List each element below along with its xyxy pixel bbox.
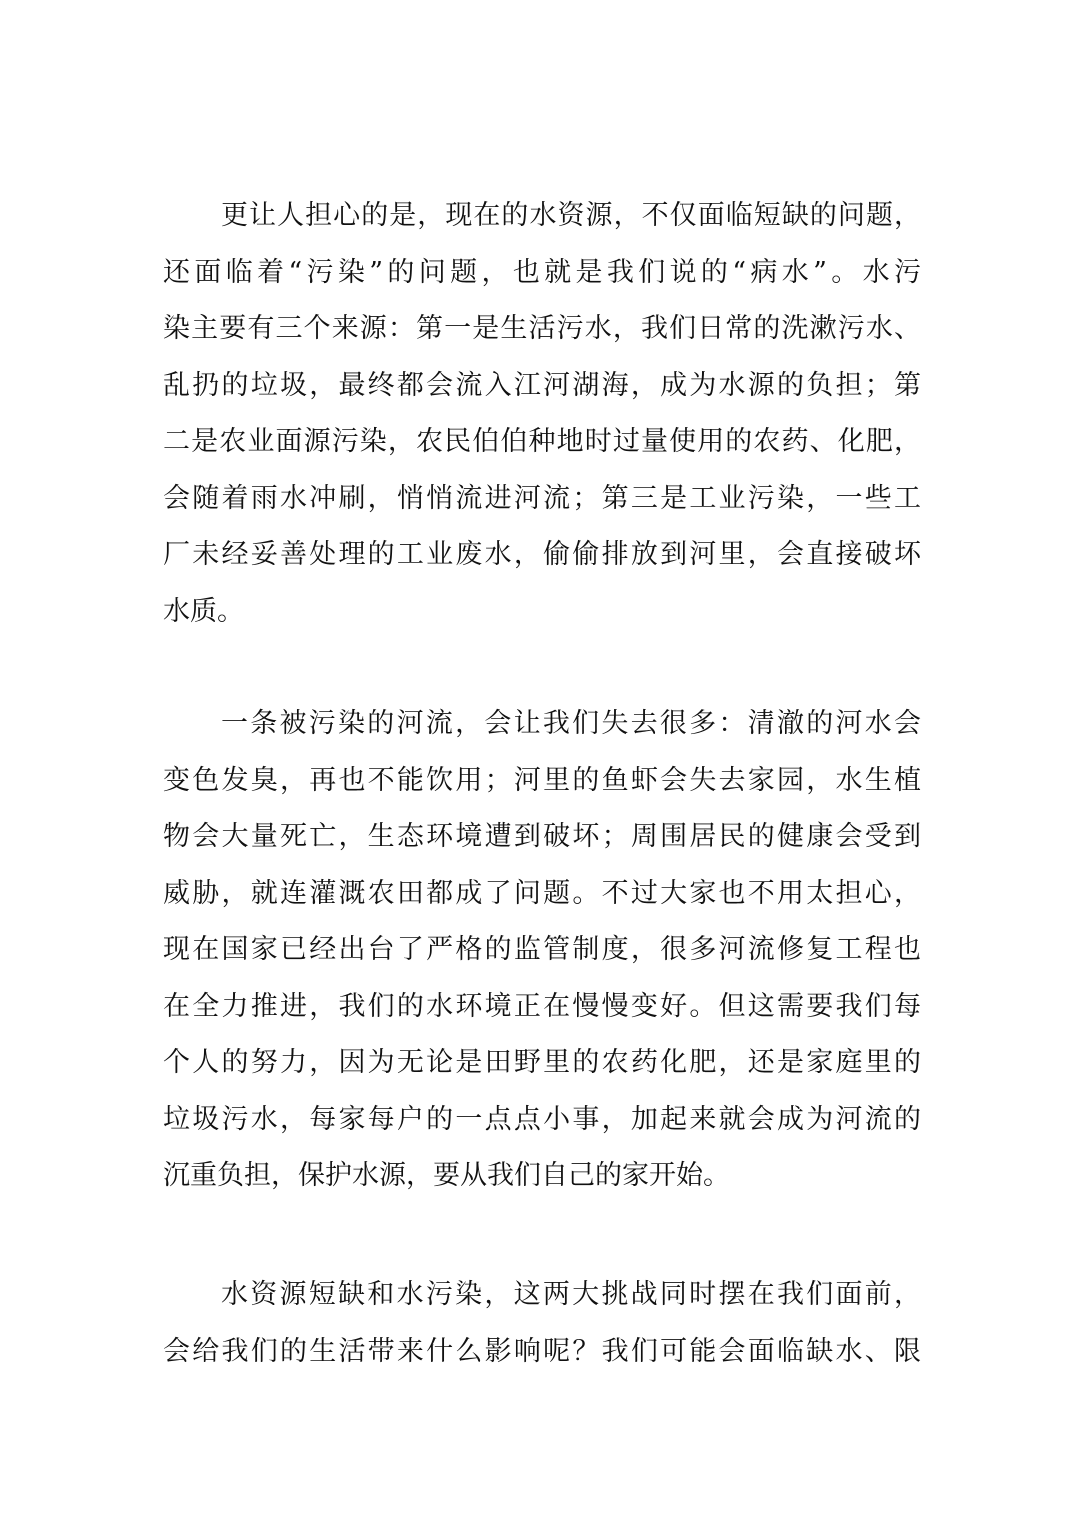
text-line: 会随着雨水冲刷，悄悄流进河流；第三是工业污染，一些工: [163, 482, 921, 514]
paragraph-pollution-sources: [163, 188, 921, 640]
text-line: 一条被污染的河流，会让我们失去很多：清澈的河水会: [221, 708, 921, 739]
text-line: 厂未经妥善处理的工业废水，偷偷排放到河里，会直接破坏: [163, 539, 921, 570]
text-line: 染主要有三个来源：第一是生活污水，我们日常的洗漱污水、: [163, 313, 921, 344]
text-line: 现在国家已经出台了严格的监管制度，很多河流修复工程也: [163, 934, 921, 965]
text-line: 个人的努力，因为无论是田野里的农药化肥，还是家庭里的: [163, 1047, 921, 1078]
text-line: 乱扔的垃圾，最终都会流入江河湖海，成为水源的负担；第: [163, 369, 921, 401]
text-line: 水资源短缺和水污染，这两大挑战同时摆在我们面前，: [221, 1279, 921, 1310]
text-line: 物会大量死亡，生态环境遭到破坏；周围居民的健康会受到: [163, 821, 921, 852]
text-line: 垃圾污水，每家每户的一点点小事，加起来就会成为河流的: [163, 1103, 921, 1135]
text-line: 二是农业面源污染，农民伯伯种地时过量使用的农药、化肥，: [163, 426, 921, 457]
text-line: 会给我们的生活带来什么影响呢？我们可能会面临缺水、限: [163, 1335, 921, 1367]
text-line: 沉重负担，保护水源，要从我们自己的家开始。: [163, 1160, 730, 1191]
text-line: 变色发臭，再也不能饮用；河里的鱼虾会失去家园，水生植: [163, 764, 921, 796]
text-line: 水质。: [163, 595, 244, 627]
paragraph-two-challenges: [163, 1267, 921, 1380]
text-line: 更让人担心的是，现在的水资源，不仅面临短缺的问题，: [221, 200, 921, 231]
paragraph-polluted-river: [163, 696, 921, 1205]
text-line: 威胁，就连灌溉农田都成了问题。不过大家也不用太担心，: [163, 877, 921, 909]
text-line: 还面临着“污染”的问题，也就是我们说的“病水”。水污: [163, 256, 921, 288]
text-line: 在全力推进，我们的水环境正在慢慢变好。但这需要我们每: [163, 990, 921, 1022]
